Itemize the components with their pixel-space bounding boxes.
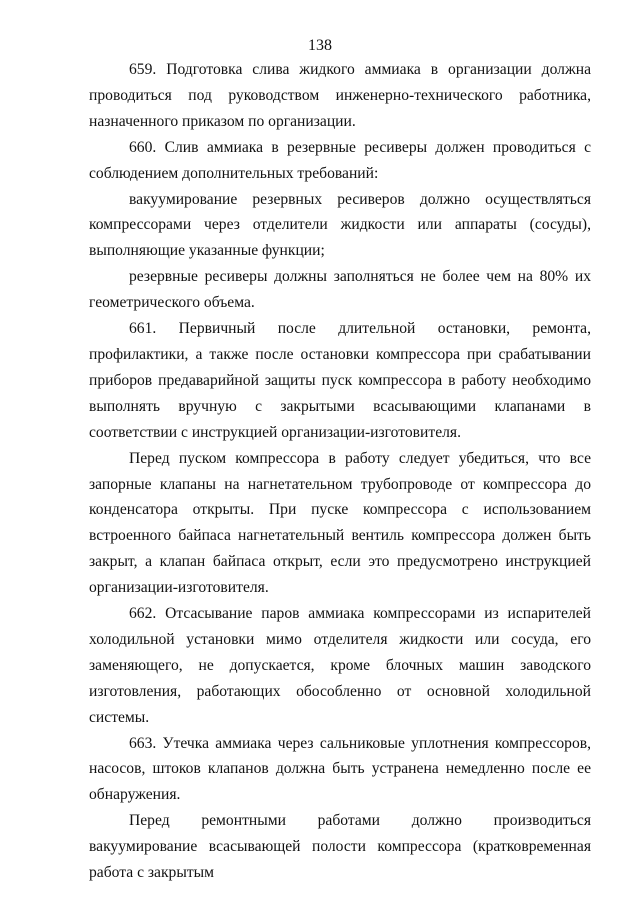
paragraph-663-repair: Перед ремонтными работами должно производиться вакуумирование всасывающей полости компрессора (кратковременная работа с закрытым — [89, 812, 591, 882]
paragraph-660-item-vacuum: вакуумирование резервных ресиверов должно осуществляться компрессорами через отделители жидкости или аппараты (сосуды), выполняющие указанные функции; — [89, 190, 591, 260]
paragraph-662: 662. Отсасывание паров аммиака компрессорами из испарителей холодильной установки мимо отделителя жидкости или сосуда, его заменяющего, не допускается, кроме блочных машин заводского изготовления, работающих обособленно от основной холодильной системы. — [89, 605, 591, 726]
paragraph-663: 663. Утечка аммиака через сальниковые уплотнения компрессоров, насосов, штоков клапанов должна быть устранена немедленно после ее обнаружения. — [89, 734, 591, 804]
page-body — [89, 57, 591, 886]
paragraph-661-startup: Перед пуском компрессора в работу следует убедиться, что все запорные клапаны на нагнетательном трубопроводе от компрессора до конденсатора открыты. При пуске компрессора с использованием встроенного байпаса нагнетательный вентиль компрессора должен быть закрыт, а клапан байпаса открыт, если это предусмотрено инструкцией организации-изготовителя. — [89, 449, 591, 597]
paragraph-660: 660. Слив аммиака в резервные ресиверы должен проводиться с соблюдением дополнительных требований: — [89, 138, 591, 182]
paragraph-661: 661. Первичный после длительной остановки, ремонта, профилактики, а также после остановки компрессора при срабатывании приборов предаварийной защиты пуск компрессора в работу необходимо выполнять вручную с закрытыми всасывающими клапанами в соответствии с инструкцией организации-изготовителя. — [89, 320, 591, 441]
page-number: 138 — [308, 37, 332, 54]
paragraph-659: 659. Подготовка слива жидкого аммиака в организации должна проводиться под руководством инженерно-технического работника, назначенного приказом по организации. — [89, 61, 591, 130]
paragraph-660-item-fill: резервные ресиверы должны заполняться не более чем на 80% их геометрического объема. — [89, 268, 591, 312]
